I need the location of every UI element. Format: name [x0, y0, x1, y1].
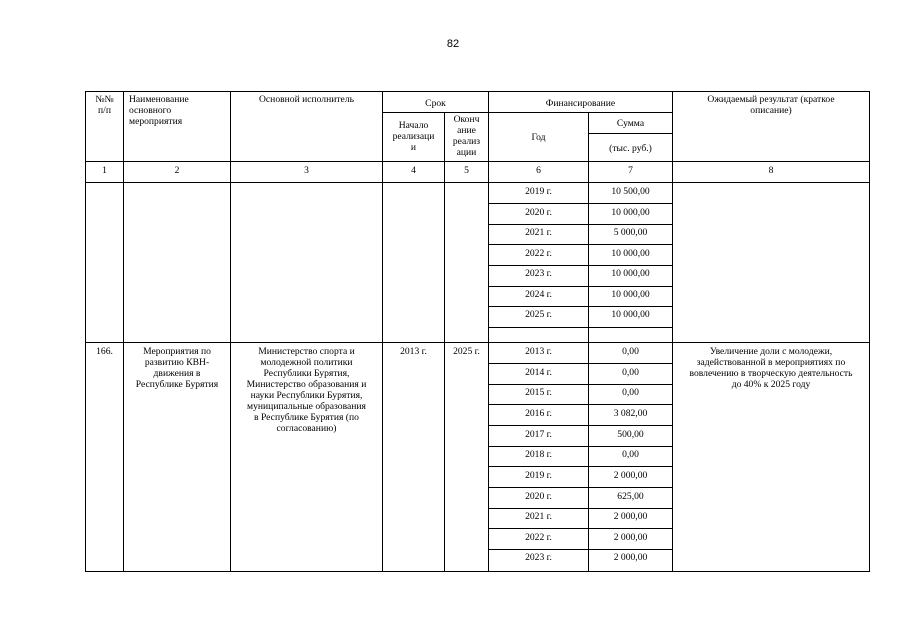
executor-line: Министерство образования и [246, 379, 367, 390]
header-name [129, 94, 229, 127]
financing-year: 2018 г. [525, 449, 552, 460]
item-name [124, 346, 230, 390]
executor-line: в Республике Бурятия (по [254, 412, 359, 423]
item-name-line: Республике Бурятия [135, 379, 219, 390]
financing-sum: 2 000,00 [613, 552, 648, 563]
column-number: 2 [174, 165, 180, 176]
header-text: мероприятия [129, 116, 183, 127]
financing-year: 2020 г. [525, 491, 552, 502]
executor-line: молодежной политики [260, 357, 353, 368]
header-text: ание [457, 125, 476, 136]
result-line: вовлечению в творческую деятельность [689, 368, 853, 379]
item-number: 166. [96, 346, 113, 357]
column-number: 8 [768, 165, 774, 176]
column-number: 1 [102, 165, 107, 176]
header-text: описание) [750, 105, 792, 116]
financing-sum: 10 000,00 [611, 248, 650, 259]
result-line: до 40% к 2025 году [731, 379, 811, 390]
financing-year: 2019 г. [525, 470, 552, 481]
financing-year: 2025 г. [525, 309, 552, 320]
header-period: Срок [425, 98, 446, 109]
header-year: Год [531, 132, 546, 143]
column-number: 6 [536, 165, 541, 176]
header-text: Ожидаемый результат (краткое [707, 94, 835, 105]
financing-year: 2022 г. [525, 532, 552, 543]
page-number: 82 [446, 38, 460, 50]
executor-line: согласованию) [276, 423, 337, 434]
financing-sum: 10 000,00 [611, 207, 650, 218]
financing-year: 2014 г. [525, 367, 552, 378]
financing-year: 2020 г. [525, 207, 552, 218]
executor-line: Республики Бурятия, [263, 368, 350, 379]
item-executor [231, 346, 382, 434]
item-name-line: Мероприятия по [143, 346, 211, 357]
financing-sum: 2 000,00 [613, 532, 648, 543]
header-text: ации [456, 147, 477, 158]
item-name-line: движения в [153, 368, 201, 379]
header-end [445, 114, 488, 158]
financing-year: 2023 г. [525, 552, 552, 563]
financing-year: 2016 г. [525, 408, 552, 419]
item-name-line: развитию КВН- [144, 357, 210, 368]
header-text: реализаци [392, 131, 435, 142]
column-number: 4 [411, 165, 416, 176]
financing-year: 2021 г. [525, 227, 552, 238]
financing-sum: 5 000,00 [613, 227, 648, 238]
financing-sum: 0,00 [622, 449, 639, 460]
financing-sum: 10 000,00 [611, 289, 650, 300]
header-executor: Основной исполнитель [259, 94, 354, 105]
header-number [86, 94, 123, 116]
financing-sum: 10 500,00 [611, 186, 650, 197]
item-start: 2013 г. [400, 346, 427, 357]
financing-sum: 10 000,00 [611, 309, 650, 320]
financing-sum: 500,00 [617, 429, 644, 440]
header-text: №№ [95, 94, 114, 105]
financing-sum: 2 000,00 [613, 511, 648, 522]
header-start [383, 120, 444, 153]
financing-sum: 0,00 [622, 387, 639, 398]
column-number: 3 [304, 165, 309, 176]
header-text: п/п [98, 105, 111, 116]
financing-year: 2021 г. [525, 511, 552, 522]
result-line: задействованной в мероприятиях по [696, 357, 846, 368]
header-text: основного [129, 105, 172, 116]
financing-sum: 10 000,00 [611, 268, 650, 279]
executor-line: науки Республики Бурятия, [250, 390, 363, 401]
result-line: Увеличение доли с молодежи, [709, 346, 833, 357]
header-text: и [410, 142, 417, 153]
column-number: 7 [628, 165, 633, 176]
financing-sum: 2 000,00 [613, 470, 648, 481]
executor-line: Министерство спорта и [258, 346, 355, 357]
financing-year: 2019 г. [525, 186, 552, 197]
column-number: 5 [464, 165, 469, 176]
header-text: Начало [398, 120, 429, 131]
financing-year: 2017 г. [525, 429, 552, 440]
header-financing: Финансирование [545, 98, 616, 109]
header-sum: Сумма [616, 118, 645, 129]
financing-year: 2024 г. [525, 289, 552, 300]
financing-sum: 0,00 [622, 346, 639, 357]
header-text: Наименование [129, 94, 189, 105]
financing-year: 2022 г. [525, 248, 552, 259]
financing-year: 2015 г. [525, 387, 552, 398]
financing-year: 2023 г. [525, 268, 552, 279]
item-end: 2025 г. [453, 346, 480, 357]
financing-sum: 3 082,00 [613, 408, 648, 419]
item-result [673, 346, 869, 390]
header-text: реализ [452, 136, 481, 147]
header-sum-unit: (тыс. руб.) [609, 143, 652, 154]
header-result [673, 94, 869, 116]
header-text: Оконч [453, 114, 480, 125]
financing-sum: 625,00 [617, 491, 644, 502]
executor-line: муниципальные образования [247, 401, 366, 412]
financing-sum: 0,00 [622, 367, 639, 378]
financing-year: 2013 г. [525, 346, 552, 357]
